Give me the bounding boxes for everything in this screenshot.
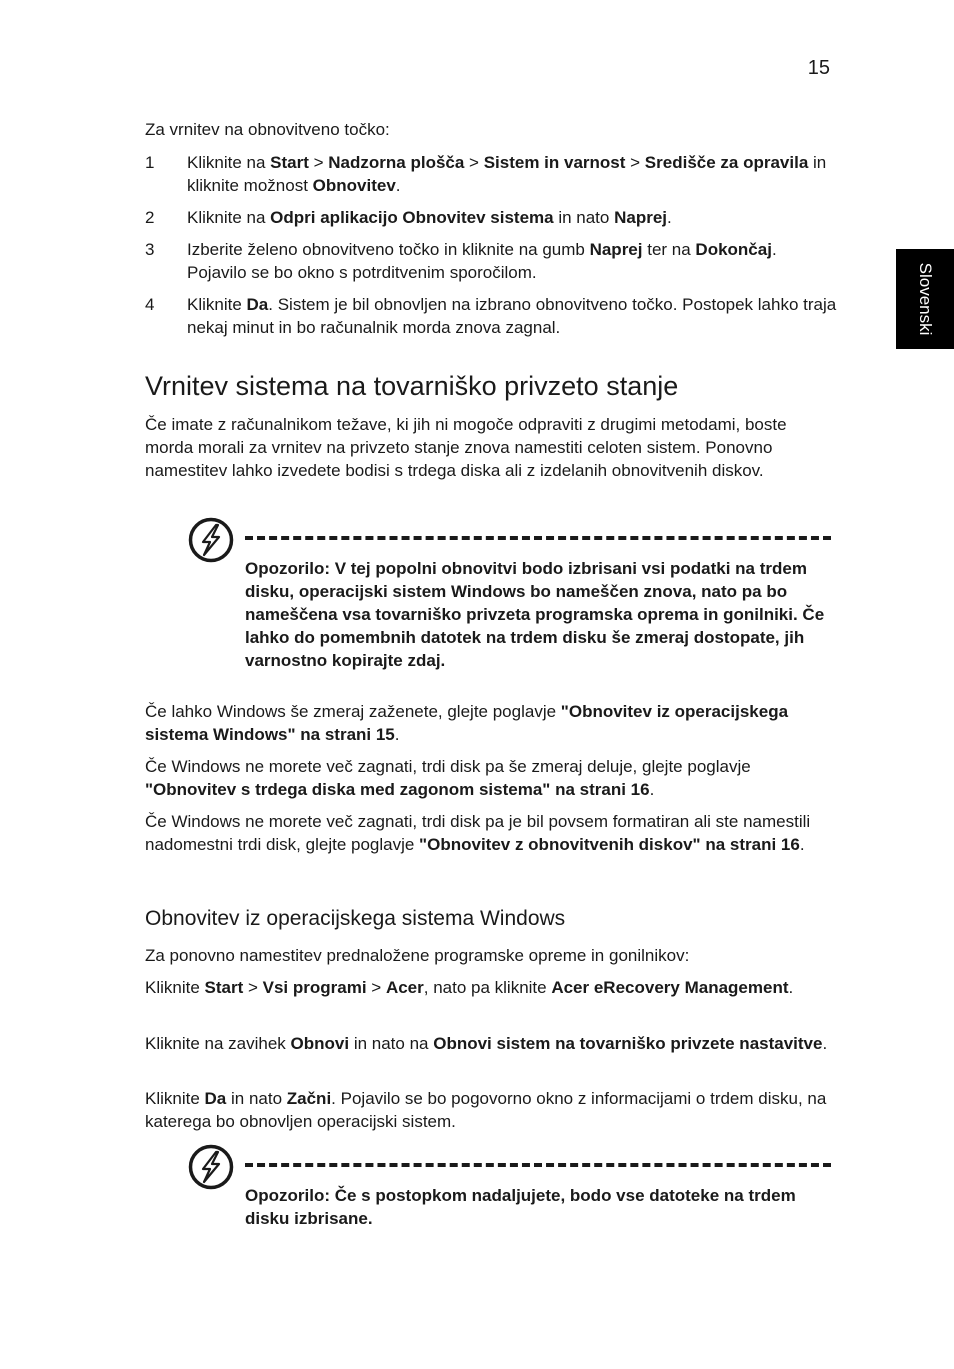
text-segment: . <box>667 208 672 227</box>
text-segment: . Sistem je bil obnovljen na izbrano obnovitveno točko. Postopek lahko traja nekaj minut in bo računalnik morda znova zagnal. <box>187 295 837 337</box>
bold-term: "Obnovitev iz operacijskega sistema Windows" na strani 15 <box>145 702 789 744</box>
bold-term: Odpri aplikacijo Obnovitev sistema <box>270 208 554 227</box>
bold-term: Da <box>246 295 269 314</box>
bold-term: Vsi programi <box>262 978 367 997</box>
bold-term: Obnovi <box>290 1034 350 1053</box>
bold-term: "Obnovitev s trdega diska med zagonom sistema" na strani 16 <box>145 780 650 799</box>
subsection-heading: Obnovitev iz operacijskega sistema Windows <box>145 907 566 930</box>
text-segment: Če Windows ne morete več zagnati, trdi disk pa je bil povsem formatiran ali ste namestili nadomestni trdi disk, glejte poglavje <box>145 812 811 854</box>
bold-term: Da <box>204 1089 227 1108</box>
bold-term: Naprej <box>589 240 643 259</box>
paragraph <box>145 1032 835 1055</box>
text-segment: Če Windows ne morete več zagnati, trdi disk pa še zmeraj deluje, glejte poglavje <box>145 757 751 776</box>
text-segment: ter na <box>642 240 696 259</box>
warning-lightning-icon <box>188 1144 234 1190</box>
text-segment: Kliknite <box>187 295 247 314</box>
paragraph <box>145 700 835 746</box>
text-segment: > <box>625 153 645 172</box>
warning-text: Opozorilo: Če s postopkom nadaljujete, bodo vse datoteke na trdem disku izbrisane. <box>245 1186 796 1228</box>
text-segment: , nato pa kliknite <box>423 978 552 997</box>
step-text <box>187 293 837 339</box>
bold-term: Začni <box>286 1089 332 1108</box>
text-segment: . <box>788 978 794 997</box>
step-text <box>187 151 837 197</box>
warning-divider <box>245 536 831 540</box>
paragraph: Za ponovno namestitev prednaložene programske opreme in gonilnikov: <box>145 946 690 965</box>
text-segment: . Pojavilo se bo okno s potrditvenim sporočilom. <box>187 240 777 282</box>
page-number: 15 <box>807 57 830 79</box>
step-text <box>187 206 837 229</box>
bold-term: Start <box>270 153 309 172</box>
paragraph <box>145 810 835 856</box>
bold-term: Acer <box>385 978 424 997</box>
step-number: 2 <box>145 208 155 227</box>
warning-divider <box>245 1163 831 1167</box>
text-segment: Če lahko Windows še zmeraj zaženete, glejte poglavje <box>145 702 561 721</box>
step-number: 1 <box>145 153 155 172</box>
paragraph <box>145 1087 835 1133</box>
step-text <box>187 238 837 284</box>
step-number: 4 <box>145 295 155 314</box>
bold-term: Start <box>204 978 244 997</box>
paragraph: Če imate z računalnikom težave, ki jih ni mogoče odpraviti z drugimi metodami, boste morda morali za vrnitev na privzeto stanje znova namestiti celoten sistem. Ponovno namestitev lahko izvedete bodisi s trdega diska ali z izdelanih obnovitvenih diskov. <box>145 415 787 480</box>
paragraph <box>145 755 835 801</box>
text-segment: . <box>822 1034 828 1053</box>
text-segment: in nato na <box>349 1034 434 1053</box>
bold-term: "Obnovitev z obnovitvenih diskov" na strani 16 <box>419 835 800 854</box>
text-segment: in nato <box>553 208 615 227</box>
bold-term: Obnovi sistem na tovarniško privzete nastavitve <box>433 1034 823 1053</box>
text-segment: > <box>366 978 386 997</box>
text-segment: Izberite želeno obnovitveno točko in kliknite na gumb <box>187 240 590 259</box>
text-segment: . <box>799 835 805 854</box>
text-segment: > <box>308 153 329 172</box>
bold-term: Naprej <box>614 208 668 227</box>
text-segment: Kliknite na <box>187 153 271 172</box>
text-segment: . <box>394 725 400 744</box>
warning-text: Opozorilo: V tej popolni obnovitvi bodo izbrisani vsi podatki na trdem disku, operacijski sistem Windows bo nameščen znova, nato pa bo nameščena vsa tovarniško privzeta programska oprema in gonilniki. Če lahko do pomembnih datotek na trdem disku še zmeraj dostopate, jih varnostno kopirajte zdaj. <box>245 559 825 670</box>
language-tab-label: Slovenski <box>916 262 935 336</box>
step-number: 3 <box>145 240 155 259</box>
text-segment: in nato <box>226 1089 287 1108</box>
intro-text: Za vrnitev na obnovitveno točko: <box>145 120 390 139</box>
text-segment: . <box>649 780 655 799</box>
text-segment: Kliknite na zavihek <box>145 1034 291 1053</box>
section-heading: Vrnitev sistema na tovarniško privzeto stanje <box>145 371 679 401</box>
text-segment: Kliknite <box>145 1089 205 1108</box>
language-tab <box>896 249 954 349</box>
bold-term: Središče za opravila <box>644 153 809 172</box>
bold-term: Dokončaj <box>695 240 772 259</box>
text-segment: Kliknite na <box>187 208 271 227</box>
text-segment: Kliknite <box>145 978 205 997</box>
bold-term: Sistem in varnost <box>483 153 626 172</box>
bold-term: Nadzorna plošča <box>328 153 465 172</box>
bold-term: Acer eRecovery Management <box>551 978 789 997</box>
warning-lightning-icon <box>188 517 234 563</box>
text-segment: > <box>243 978 263 997</box>
text-segment: . <box>395 176 401 195</box>
paragraph <box>145 976 835 999</box>
bold-term: Obnovitev <box>312 176 396 195</box>
text-segment: . Pojavilo se bo pogovorno okno z informacijami o trdem disku, na katerega bo obnovljen operacijski sistem. <box>145 1089 827 1131</box>
text-segment: in kliknite možnost <box>187 153 827 195</box>
text-segment: > <box>464 153 484 172</box>
